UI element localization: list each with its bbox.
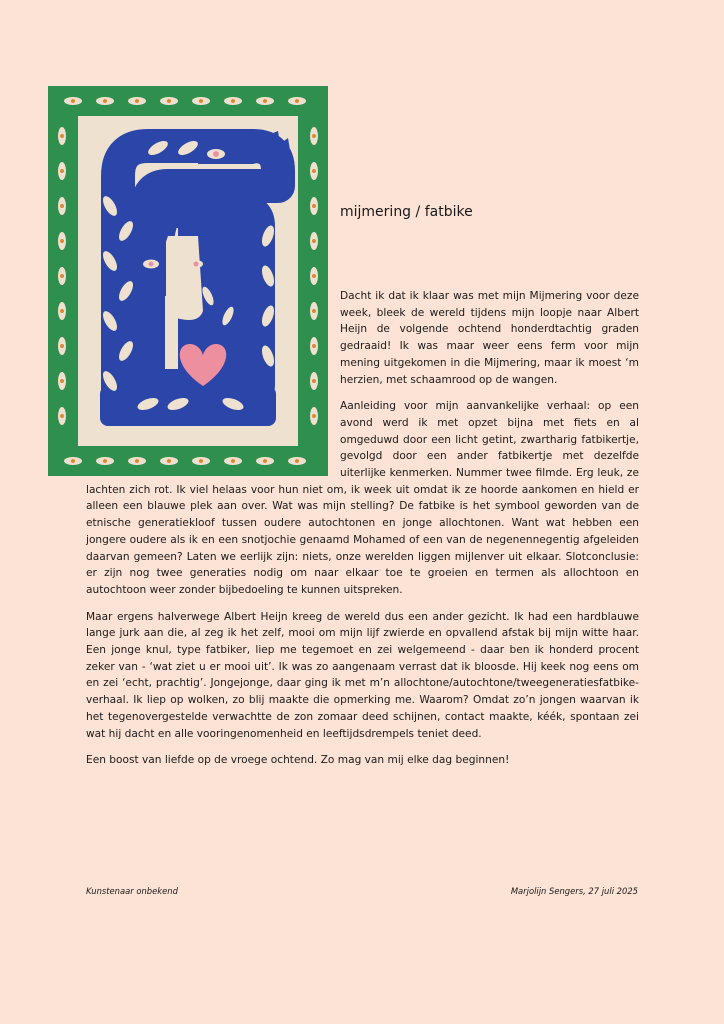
artist-credit: Kunstenaar onbekend: [86, 886, 178, 896]
image-wrap-spacer: [86, 288, 340, 478]
paragraph-1: Dacht ik dat ik klaar was met mijn Mijmering voor deze week, bleek de wereld tijdens mijn loopje naar Albert Heijn de volgende ochtend honderdtachtig graden gedraaid! Ik was maar weer eens ferm voor mijn mening uitgekomen in die Mijmering, maar ik moest ‘m herzien, met schaamrood op de wangen.: [340, 290, 639, 386]
article-title: mijmering / fatbike: [340, 204, 473, 220]
paragraph-4: Een boost van liefde op de vroege ochtend. Zo mag van mij elke dag beginnen!: [86, 754, 510, 767]
paragraph-2: Aanleiding voor mijn aanvankelijke verhaal: op een avond werd ik met opzet bijna met fiets en al omgeduwd door een licht getint, zwartharig fatbikertje, gevolgd door een ander fatbikertje met dezelfde uiterlijke kenmerken. Nummer twee filmde. Erg leuk, ze lachten zich rot. Ik viel helaas voor hun niet om, ik week uit omdat ik ze hoorde aankomen en hield er alleen een blauwe plek aan over. Wat was mijn stelling? De fatbike is het symbool geworden van de etnische generatiekloof tussen oudere autochtonen en jonge allochtonen. Want wat hebben een jongere oudere als ik en een snotjochie genaamd Mohamed of een van de negenennegentig afgeleiden daarvan gemeen? Laten we eerlijk zijn: niets, onze werelden liggen mijlenver uit elkaar. Slotconclusie: er zijn nog twee generaties nodig om naar elkaar toe te groeien en termen als allochtoon en autochtoon weer zonder bijbedoeling te kunnen uitspreken.: [86, 400, 639, 596]
article-body: [86, 288, 639, 779]
author-date: Marjolijn Sengers, 27 juli 2025: [510, 886, 638, 896]
paragraph-3: Maar ergens halverwege Albert Heijn kreeg de wereld dus een ander gezicht. Ik had een hardblauwe lange jurk aan die, al zeg ik het zelf, mooi om mijn lijf zwierde en opvallend afstak bij mijn witte haar. Een jonge knul, type fatbiker, liep me tegemoet en zei welgemeend - daar ben ik honderd procent zeker van - ‘wat ziet u er mooi uit’. Ik was zo aangenaam verrast dat ik bloosde. Hij keek nog eens om en zei ‘echt, prachtig’. Jongejonge, daar ging ik met m’n allochtone/autochtone/tweegeneratiesfatbike-verhaal. Ik liep op wolken, zo blij maakte die opmerking me. Waarom? Omdat zo’n jongen waarvan ik het tegenovergestelde verwachtte de zon zomaar deed schijnen, contact maakte, kéék, spontaan zei wat hij dacht en alle vooringenomenheid en leeftijdsdrempels teniet deed.: [86, 610, 639, 740]
